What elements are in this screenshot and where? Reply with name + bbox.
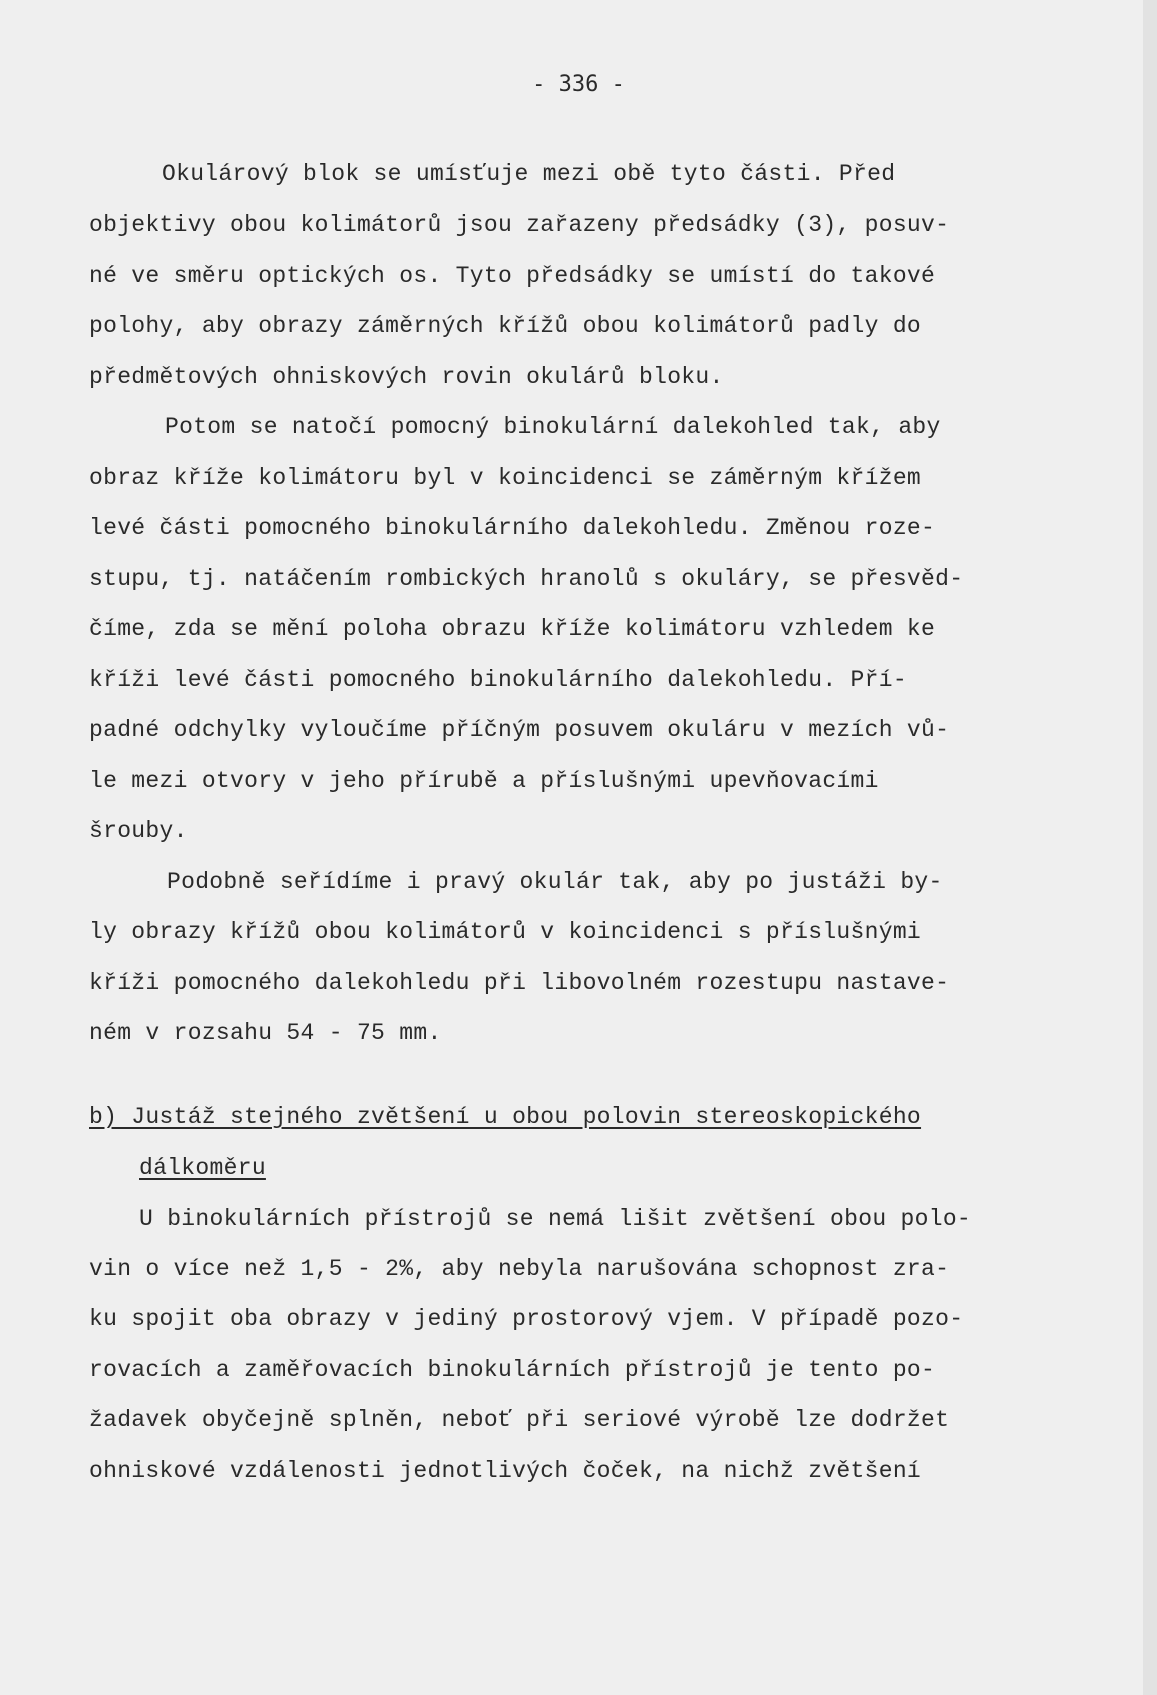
page-number: - 336 -: [532, 72, 625, 97]
paragraph-3-line-3: kříži pomocného dalekohledu při libovolném rozestupu nastave-: [89, 970, 950, 996]
paragraph-1-line-1: Okulárový blok se umísťuje mezi obě tyto části. Před: [162, 161, 896, 187]
paragraph-2-line-6: kříži levé části pomocného binokulárního dalekohledu. Pří-: [89, 667, 907, 693]
paragraph-2-line-1: Potom se natočí pomocný binokulární dalekohled tak, aby: [165, 414, 941, 440]
paragraph-4-line-5: žadavek obyčejně splněn, neboť při seriové výrobě lze dodržet: [89, 1407, 950, 1433]
paragraph-1-line-4: polohy, aby obrazy záměrných křížů obou kolimátorů padly do: [89, 313, 922, 339]
paragraph-1-line-3: né ve směru optických os. Tyto předsádky se umístí do takové: [89, 263, 936, 289]
paragraph-2-line-7: padné odchylky vyloučíme příčným posuvem okuláru v mezích vů-: [89, 717, 950, 743]
section-heading-line-2: dálkoměru: [139, 1155, 266, 1181]
paragraph-2-line-3: levé části pomocného binokulárního dalekohledu. Změnou roze-: [89, 515, 936, 541]
paragraph-3-line-4: ném v rozsahu 54 - 75 mm.: [89, 1020, 442, 1046]
paragraph-1-line-5: předmětových ohniskových rovin okulárů bloku.: [89, 364, 724, 390]
paragraph-2-line-4: stupu, tj. natáčením rombických hranolů s okuláry, se přesvěd-: [89, 566, 964, 592]
paragraph-3-line-2: ly obrazy křížů obou kolimátorů v koincidenci s příslušnými: [89, 919, 922, 945]
section-heading-line-1: b) Justáž stejného zvětšení u obou polovin stereoskopického: [89, 1104, 922, 1130]
paragraph-4-line-4: rovacích a zaměřovacích binokulárních přístrojů je tento po-: [89, 1357, 936, 1383]
paragraph-4-line-2: vin o více než 1,5 - 2%, aby nebyla narušována schopnost zra-: [89, 1256, 950, 1282]
paragraph-3-line-1: Podobně seřídíme i pravý okulár tak, aby po justáži by-: [167, 869, 943, 895]
paragraph-4-line-6: ohniskové vzdálenosti jednotlivých čoček, na nichž zvětšení: [89, 1458, 922, 1484]
paragraph-2-line-2: obraz kříže kolimátoru byl v koincidenci se záměrným křížem: [89, 465, 922, 491]
paragraph-1-line-2: objektivy obou kolimátorů jsou zařazeny předsádky (3), posuv-: [89, 212, 950, 238]
paragraph-4-line-3: ku spojit oba obrazy v jediný prostorový vjem. V případě pozo-: [89, 1306, 964, 1332]
paragraph-2-line-9: šrouby.: [89, 818, 188, 844]
paragraph-2-line-5: číme, zda se mění poloha obrazu kříže kolimátoru vzhledem ke: [89, 616, 936, 642]
paragraph-4-line-1: U binokulárních přístrojů se nemá lišit zvětšení obou polo-: [139, 1206, 972, 1232]
paragraph-2-line-8: le mezi otvory v jeho přírubě a příslušnými upevňovacími: [89, 768, 879, 794]
